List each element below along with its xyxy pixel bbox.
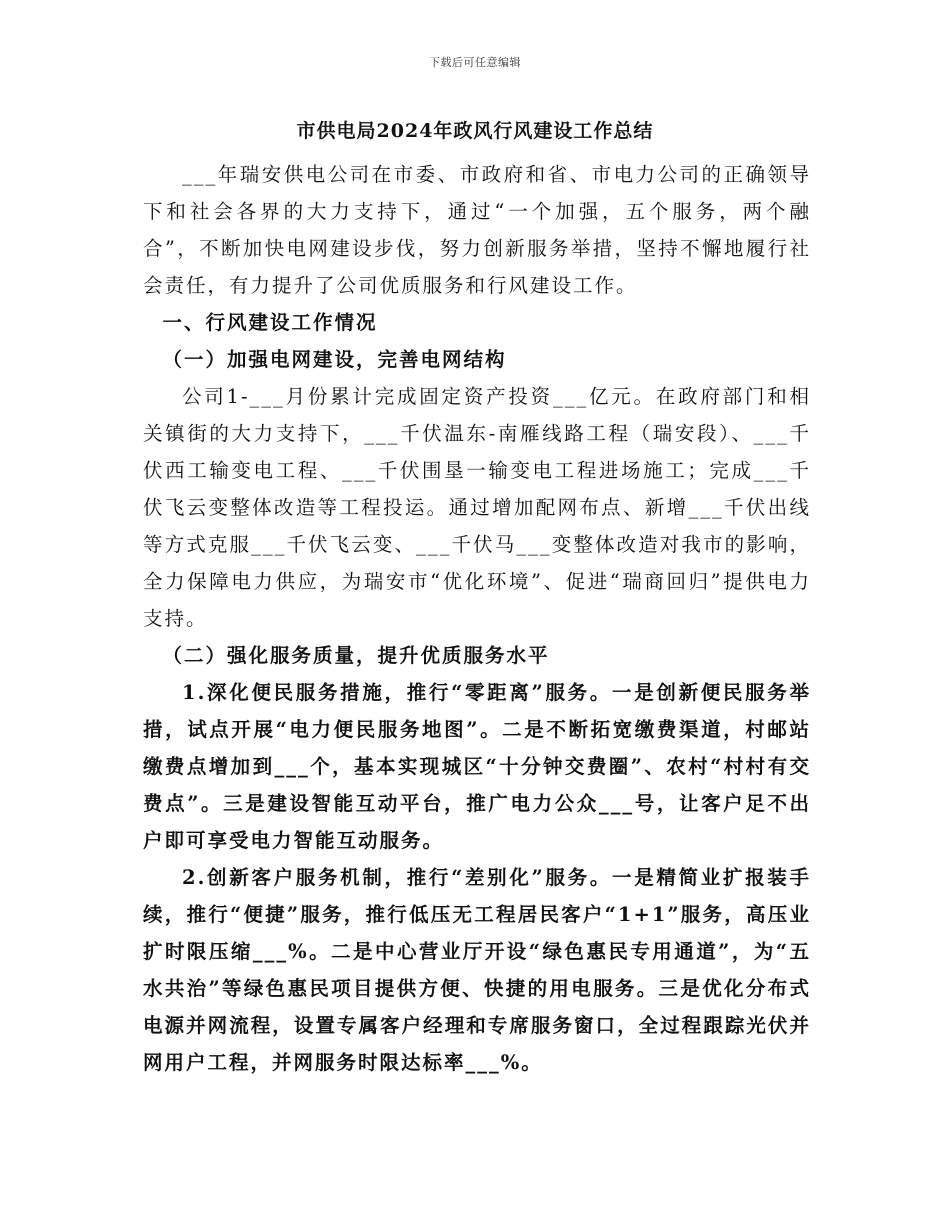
header-note: 下载后可任意编辑 bbox=[429, 56, 521, 69]
subsection-heading-1: （一）加强电网建设，完善电网结构 bbox=[162, 348, 507, 371]
intro-paragraph: ___年瑞安供电公司在市委、市政府和省、市电力公司的正确领导下和社会各界的大力支持下，通过“一个加强，五个服务，两个融合”，不断加快电网建设步伐，努力创新服务举措，坚持不懈地履行社会责任，有力提升了公司优质服务和行风建设工作。 bbox=[143, 163, 811, 297]
grid-construction-paragraph: 公司1-___月份累计完成固定资产投资___亿元。在政府部门和相关镇街的大力支持下，___千伏温东-南雁线路工程（瑞安段）、___千伏西工输变电工程、___千伏围垦一输变电工程进场施工；完成___千伏飞云变整体改造等工程投运。通过增加配网布点、新增___千伏出线等方式克服___千伏飞云变、___千伏马___变整体改造对我市的影响，全力保障电力供应，为瑞安市“优化环境”、促进“瑞商回归”提供电力支持。 bbox=[143, 385, 811, 630]
service-measure-paragraph-1: 1.深化便民服务措施，推行“零距离”服务。一是创新便民服务举措，试点开展“电力便民服务地图”。二是不断拓宽缴费渠道，村邮站缴费点增加到___个，基本实现城区“十分钟交费圈”、农村“村村有交费点”。三是建设智能互动平台，推广电力公众___号，让客户足不出户即可享受电力智能互动服务。 bbox=[143, 681, 811, 852]
subsection-heading-2: （二）强化服务质量，提升优质服务水平 bbox=[162, 644, 550, 667]
service-measure-paragraph-2: 2.创新客户服务机制，推行“差别化”服务。一是精简业扩报装手续，推行“便捷”服务，推行低压无工程居民客户“1+1”服务，高压业扩时限压缩___%。二是中心营业厅开设“绿色惠民专用通道”，为“五水共治”等绿色惠民项目提供方便、快捷的用电服务。三是优化分布式电源并网流程，设置专属客户经理和专席服务窗口，全过程跟踪光伏并网用户工程，并网服务时限达标率___%。 bbox=[143, 866, 811, 1074]
document-title: 市供电局2024年政风行风建设工作总结 bbox=[296, 120, 654, 142]
document-body bbox=[143, 156, 811, 1081]
section-heading: 一、行风建设工作情况 bbox=[162, 311, 378, 334]
